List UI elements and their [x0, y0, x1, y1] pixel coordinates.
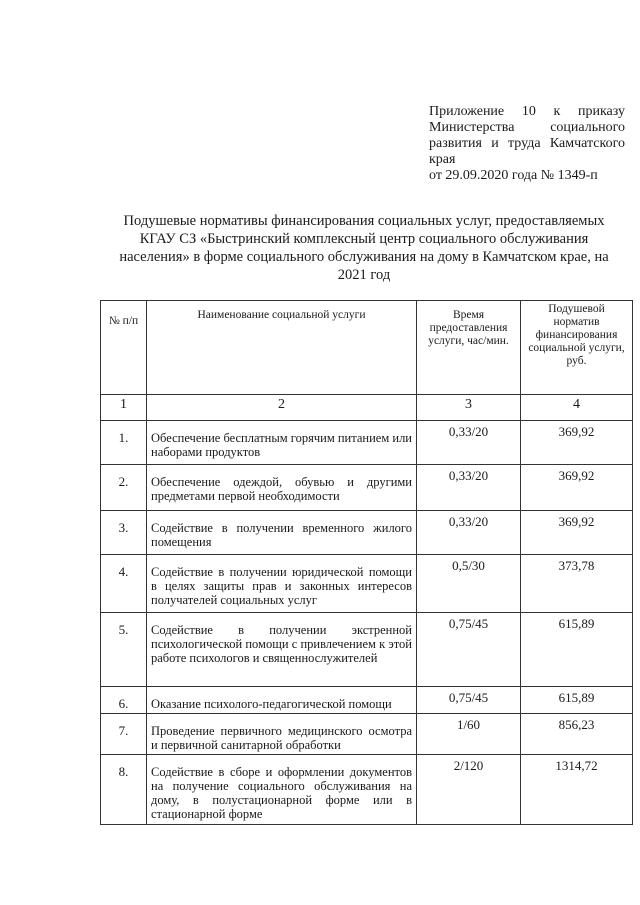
service-name: Содействие в получении временного жилого помещения	[147, 511, 417, 555]
service-time: 0,5/30	[417, 555, 521, 613]
service-cost: 615,89	[521, 613, 633, 687]
table-row	[101, 555, 633, 613]
table-row	[101, 687, 633, 714]
service-name: Обеспечение одеждой, обувью и другими предметами первой необходимости	[147, 465, 417, 511]
row-number: 5.	[101, 613, 147, 687]
row-number: 2.	[101, 465, 147, 511]
index-cell: 3	[417, 395, 521, 421]
table-row	[101, 511, 633, 555]
header-time: Время предоставления услуги, час/мин.	[417, 301, 521, 395]
row-number: 1.	[101, 421, 147, 465]
service-cost: 369,92	[521, 511, 633, 555]
service-cost: 369,92	[521, 465, 633, 511]
table-header-row	[101, 301, 633, 395]
header-service-name: Наименование социальной услуги	[147, 301, 417, 395]
row-number: 7.	[101, 714, 147, 755]
table-row	[101, 465, 633, 511]
table-row	[101, 613, 633, 687]
annex-line: края	[429, 152, 456, 167]
index-cell: 4	[521, 395, 633, 421]
column-index-row	[101, 395, 633, 421]
row-number: 4.	[101, 555, 147, 613]
service-cost: 1314,72	[521, 755, 633, 825]
index-cell: 2	[147, 395, 417, 421]
service-name: Проведение первичного медицинского осмотра и первичной санитарной обработки	[147, 714, 417, 755]
table-row	[101, 714, 633, 755]
annex-line: развития и труда Камчатского	[429, 136, 625, 151]
normatives-table	[100, 300, 633, 825]
annex-line: Министерства социального	[429, 120, 625, 135]
table-body	[101, 395, 633, 825]
row-number: 3.	[101, 511, 147, 555]
service-cost: 856,23	[521, 714, 633, 755]
annex-date-line: от 29.09.2020 года № 1349-п	[429, 168, 598, 183]
table-row	[101, 755, 633, 825]
service-time: 0,75/45	[417, 613, 521, 687]
service-name: Оказание психолого-педагогической помощи	[147, 687, 417, 714]
row-number: 6.	[101, 687, 147, 714]
header-cost: Подушевой норматив финансирования социальной услуги, руб.	[521, 301, 633, 395]
service-name: Обеспечение бесплатным горячим питанием или наборами продуктов	[147, 421, 417, 465]
service-cost: 369,92	[521, 421, 633, 465]
service-time: 0,75/45	[417, 687, 521, 714]
annex-line: Приложение 10 к приказу	[429, 104, 625, 119]
row-number: 8.	[101, 755, 147, 825]
document-title: Подушевые нормативы финансирования социальных услуг, предоставляемых КГАУ СЗ «Быстринский комплексный центр социального обслуживания населения» в форме социального обслуживания на дому в Камчатском крае, на 2021 год	[119, 213, 609, 283]
service-time: 0,33/20	[417, 421, 521, 465]
table-row	[101, 421, 633, 465]
index-cell: 1	[101, 395, 147, 421]
service-cost: 615,89	[521, 687, 633, 714]
header-number: № п/п	[101, 301, 147, 395]
service-time: 0,33/20	[417, 465, 521, 511]
service-name: Содействие в получении экстренной психологической помощи с привлечением к этой работе психологов и священнослужителей	[147, 613, 417, 687]
service-time: 1/60	[417, 714, 521, 755]
service-name: Содействие в сборе и оформлении документов на получение социального обслуживания на дому, в полустационарной форме или в стационарной форме	[147, 755, 417, 825]
service-name: Содействие в получении юридической помощи в целях защиты прав и законных интересов получателей социальных услуг	[147, 555, 417, 613]
service-cost: 373,78	[521, 555, 633, 613]
annex-block	[429, 104, 625, 184]
service-time: 0,33/20	[417, 511, 521, 555]
service-time: 2/120	[417, 755, 521, 825]
